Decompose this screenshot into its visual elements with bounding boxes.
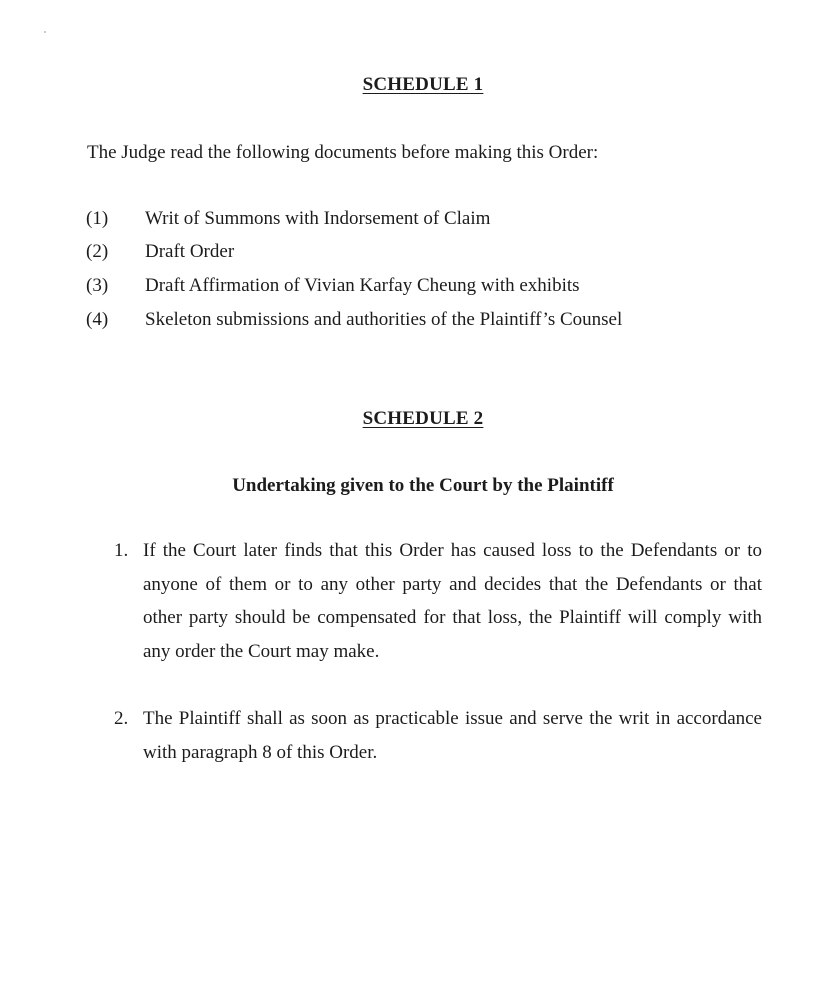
paragraph-text: The Plaintiff shall as soon as practicable issue and serve the writ in accordance with paragraph 8 of this Order. <box>143 708 762 763</box>
undertaking-paragraph <box>114 534 762 668</box>
schedule-2-heading: SCHEDULE 2 <box>362 408 484 429</box>
document-number: (3) <box>86 275 109 296</box>
document-title: Skeleton submissions and authorities of the Plaintiff’s Counsel <box>145 309 623 330</box>
document-number: (1) <box>86 208 109 229</box>
document-number: (2) <box>86 241 109 262</box>
document-list-item <box>86 275 580 297</box>
document-title: Writ of Summons with Indorsement of Claim <box>145 208 491 229</box>
document-list-item <box>86 309 622 331</box>
scan-speck <box>44 31 46 33</box>
document-title: Draft Affirmation of Vivian Karfay Cheung with exhibits <box>145 275 580 296</box>
paragraph-number: 2. <box>114 708 129 729</box>
paragraph-number: 1. <box>114 540 129 561</box>
schedule-1-heading: SCHEDULE 1 <box>362 74 484 95</box>
document-number: (4) <box>86 309 109 330</box>
paragraph-text: If the Court later finds that this Order has caused loss to the Defendants or to anyone of them or to any other party and decides that the Defendants or that other party should be compensated for that loss, the Plaintiff will comply with any order the Court may make. <box>143 540 762 662</box>
undertaking-subheading: Undertaking given to the Court by the Plaintiff <box>232 475 614 496</box>
document-list-item <box>86 241 234 263</box>
schedule-1-intro: The Judge read the following documents before making this Order: <box>87 142 599 163</box>
undertaking-paragraph <box>114 702 762 769</box>
document-list-item <box>86 208 490 230</box>
document-title: Draft Order <box>145 241 235 262</box>
